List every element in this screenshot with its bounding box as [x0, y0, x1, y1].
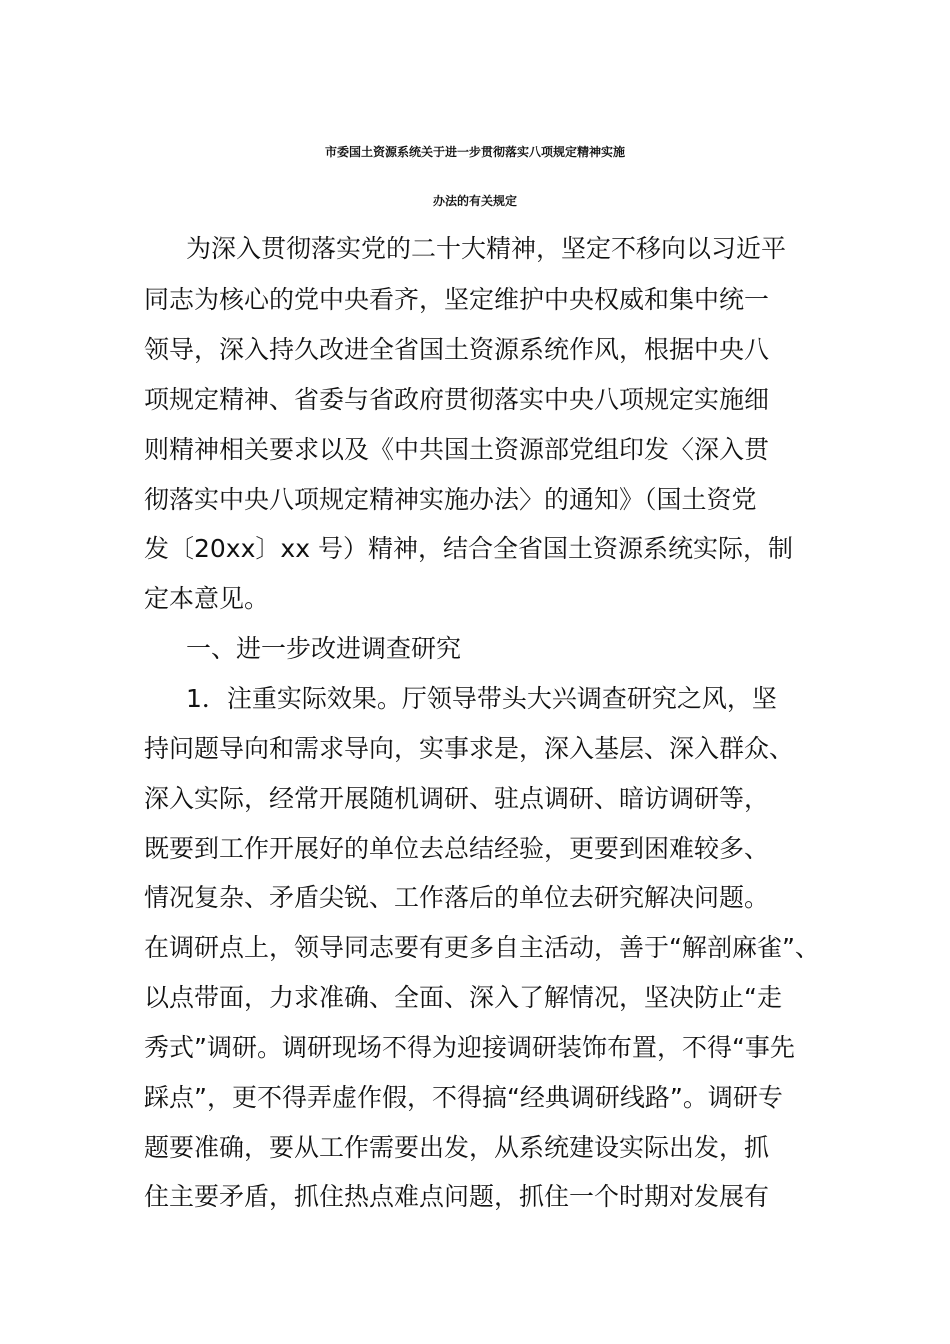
paragraph-2-line-4: 既要到工作开展好的单位去总结经验，更要到困难较多、 [144, 834, 770, 863]
paragraph-2-line-5: 情况复杂、矛盾尖锐、工作落后的单位去研究解决问题。 [144, 883, 770, 912]
paragraph-2-line-6: 在调研点上，领导同志要有更多自主活动，善于“解剖麻雀”、 [144, 933, 820, 962]
section-heading-1: 一、进一步改进调查研究 [186, 634, 462, 663]
paragraph-2-line-9: 踩点”，更不得弄虚作假，不得搞“经典调研线路”。调研专 [144, 1083, 783, 1112]
paragraph-1-line-6: 彻落实中央八项规定精神实施办法〉的通知》（国土资党 [144, 485, 757, 514]
paragraph-1-line-1: 为深入贯彻落实党的二十大精神，坚定不移向以习近平 [186, 234, 787, 263]
paragraph-2-line-2: 持问题导向和需求导向，实事求是，深入基层、深入群众、 [144, 734, 795, 763]
paragraph-1-line-2: 同志为核心的党中央看齐，坚定维护中央权威和集中统一 [144, 285, 770, 314]
paragraph-1-line-4: 项规定精神、省委与省政府贯彻落实中央八项规定实施细 [144, 385, 770, 414]
document-title-line-2: 办法的有关规定 [432, 194, 517, 208]
paragraph-1-line-8: 定本意见。 [144, 584, 270, 613]
paragraph-2-line-7: 以点带面，力求准确、全面、深入了解情况，坚决防止“走 [144, 983, 782, 1012]
paragraph-2-line-8: 秀式”调研。调研现场不得为迎接调研装饰布置，不得“事先 [144, 1033, 795, 1062]
paragraph-2-line-1: 1．注重实际效果。厅领导带头大兴调查研究之风，坚 [186, 684, 777, 713]
paragraph-1-line-5: 则精神相关要求以及《中共国土资源部党组印发〈深入贯 [144, 435, 770, 464]
paragraph-2-line-10: 题要准确，要从工作需要出发，从系统建设实际出发，抓 [144, 1133, 770, 1162]
paragraph-2-line-3: 深入实际，经常开展随机调研、驻点调研、暗访调研等， [144, 784, 770, 813]
paragraph-1-line-3: 领导，深入持久改进全省国土资源系统作风，根据中央八 [144, 335, 770, 364]
paragraph-1-line-7: 发〔20xx〕xx 号）精神，结合全省国土资源系统实际，制 [144, 534, 793, 563]
paragraph-2-line-11: 住主要矛盾，抓住热点难点问题，抓住一个时期对发展有 [144, 1182, 770, 1211]
document-title-line-1: 市委国土资源系统关于进一步贯彻落实八项规定精神实施 [324, 145, 625, 159]
